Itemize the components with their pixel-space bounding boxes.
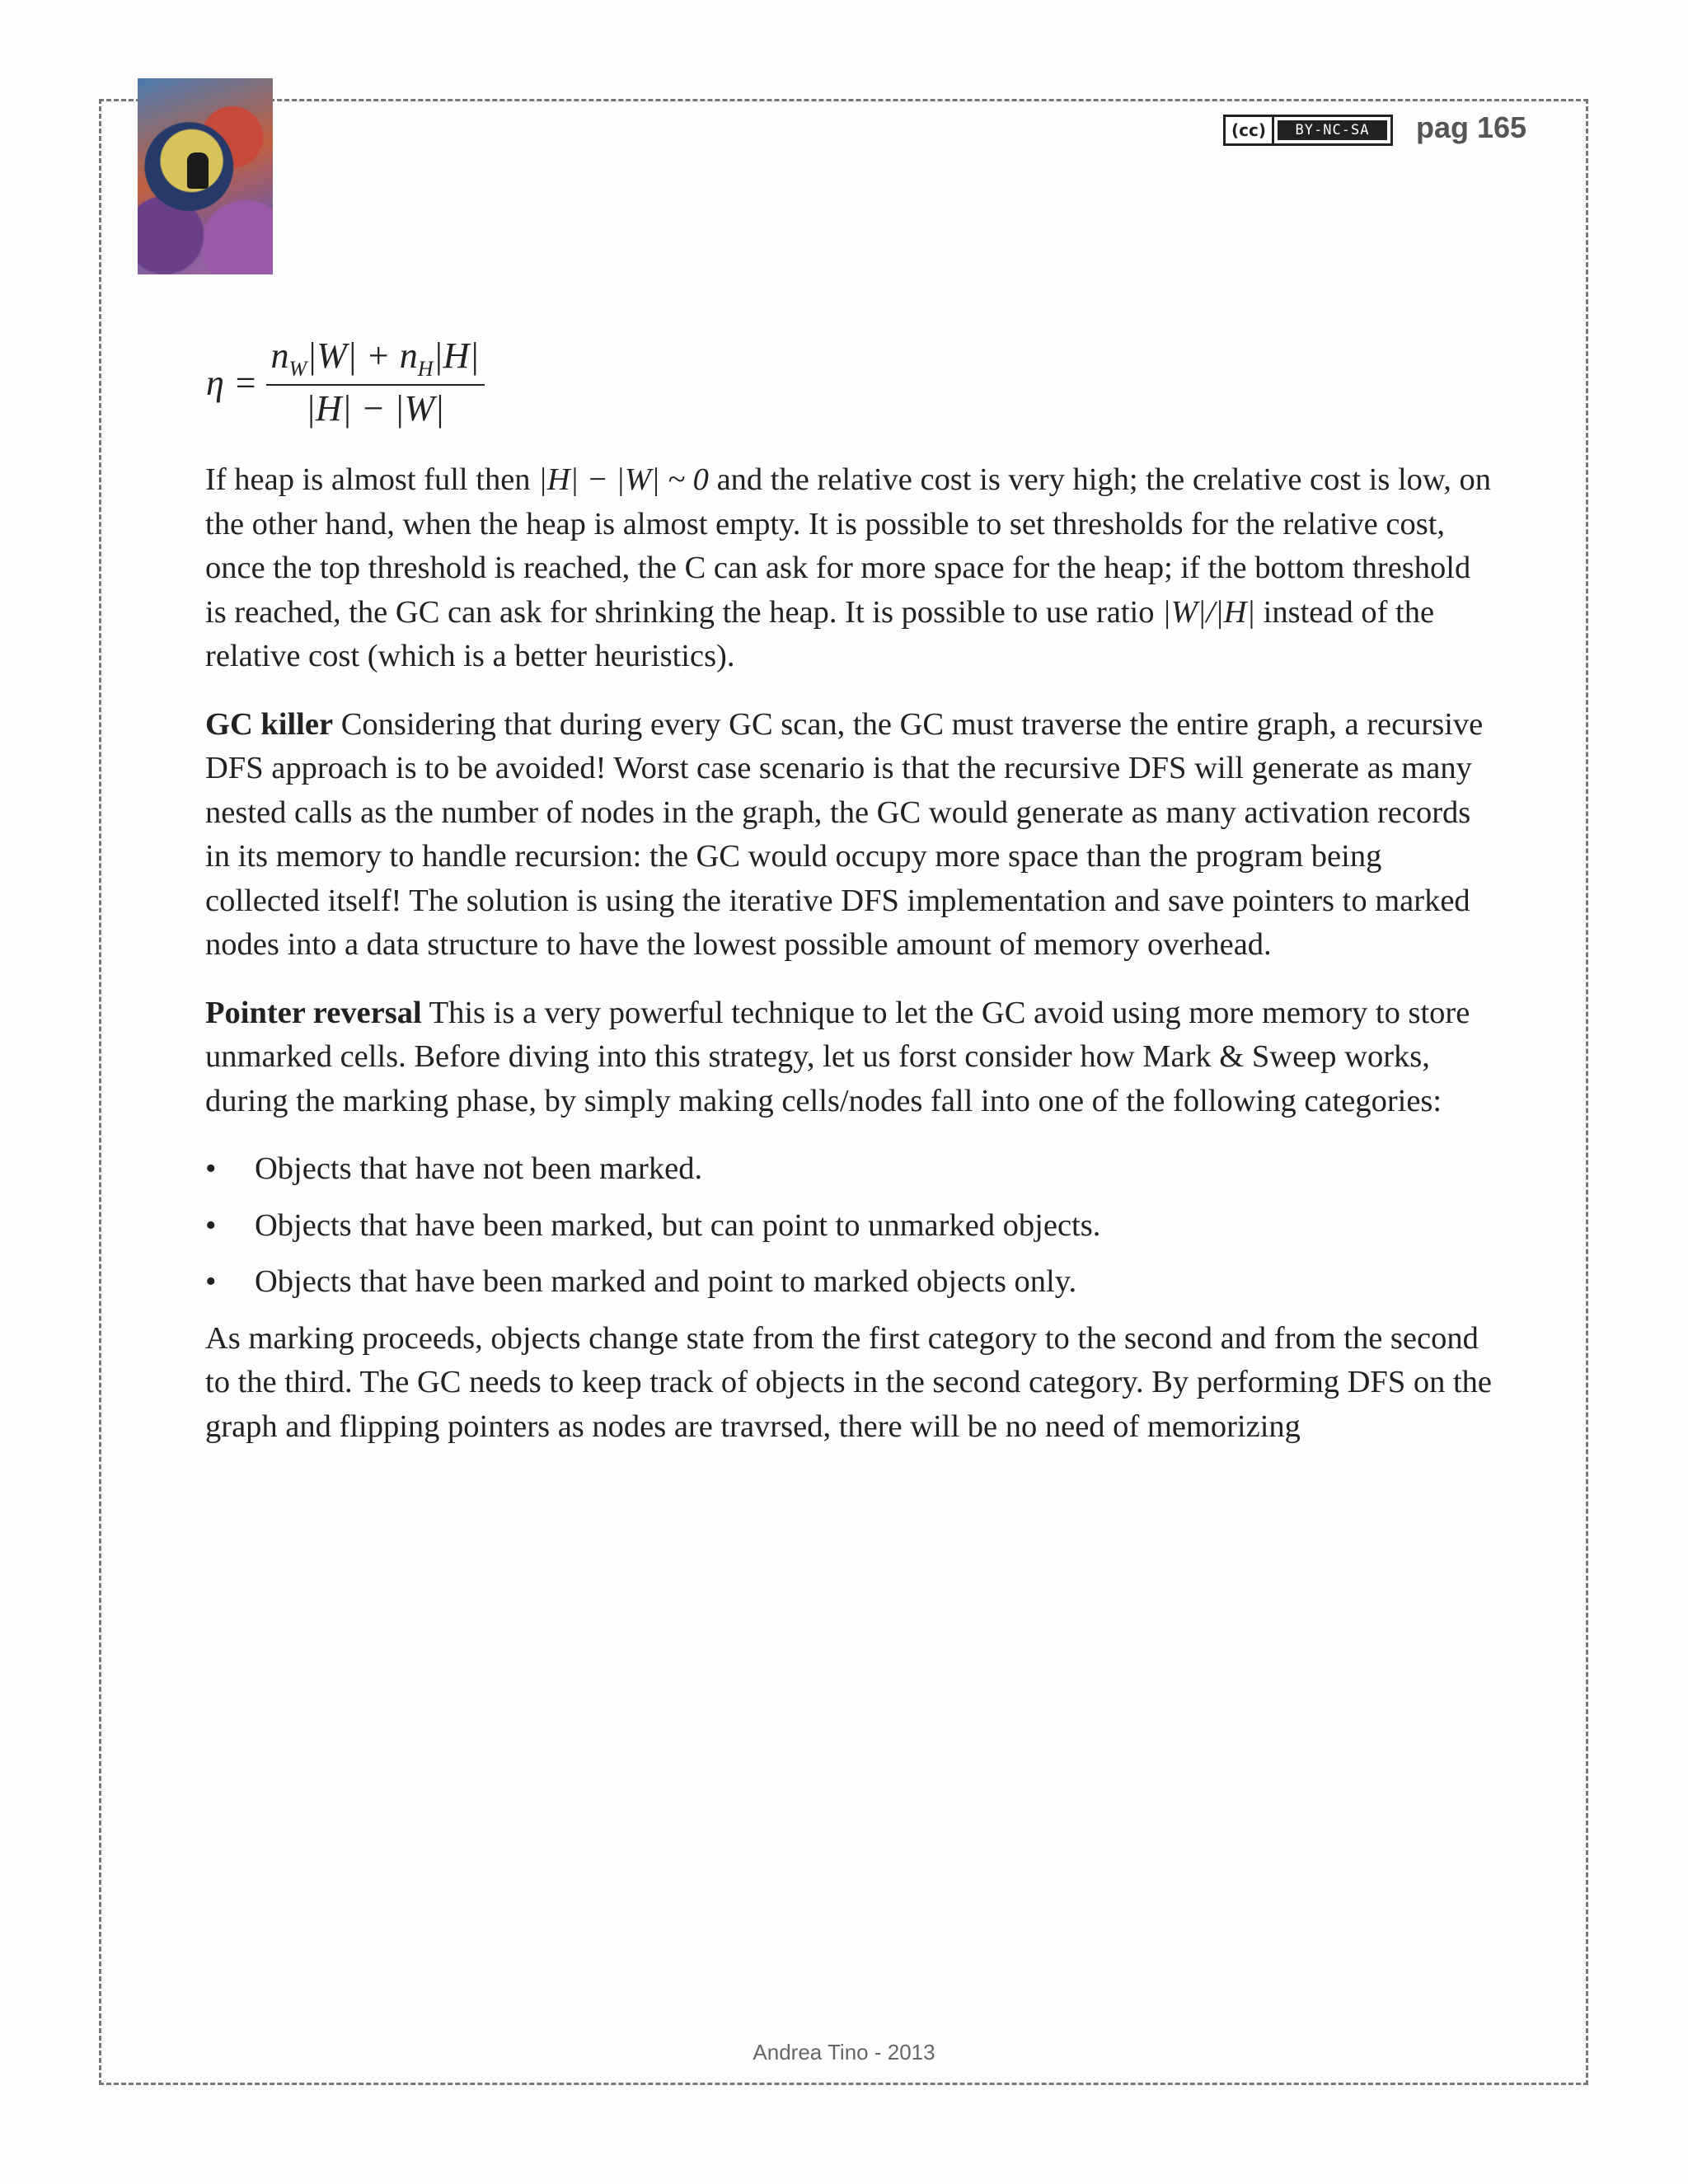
list-item: • Objects that have not been marked. <box>205 1147 1499 1192</box>
list-item: • Objects that have been marked and point to marked objects only. <box>205 1260 1499 1305</box>
category-list <box>205 1147 1499 1305</box>
formula-denominator: |H| − |W| <box>305 388 445 429</box>
formula-lhs: η = <box>206 362 258 403</box>
paragraph-gc-killer: GC killer Considering that during every GC scan, the GC must traverse the entire graph, a recursive DFS approach is to be avoided! Worst case scenario is that the recursive DFS will generate as many nested calls as the number of nodes in the graph, the GC would generate as many activation records in its memory to handle recursion: the GC would occupy more space than the program being collected itself! The solution is using the iterative DFS implementation and save pointers to marked nodes into a data structure to have the lowest possible amount of memory overhead. <box>205 706 1484 962</box>
thumbnail-figure <box>187 152 209 189</box>
license-terms: BY-NC-SA <box>1278 120 1387 140</box>
list-item: • Objects that have been marked, but can point to unmarked objects. <box>205 1204 1499 1249</box>
formula-numerator: $n_W|W| + n_H|H|$ <box>266 336 485 386</box>
bullet-icon: • <box>205 1264 217 1299</box>
gc-killer-heading: GC killer <box>205 706 334 742</box>
cover-thumbnail-image <box>138 78 273 274</box>
cc-icon: (cc) <box>1226 117 1274 143</box>
efficiency-formula <box>206 336 485 429</box>
paragraph-heap-cost: If heap is almost full then |H| − |W| ~ 0 and the relative cost is very high; the crelative cost is low, on the other hand, when the heap is almost empty. It is possible to set thresholds for the relative cost, once the top threshold is reached, the C can ask for more space for the heap; if the bottom threshold is reached, the GC can ask for shrinking the heap. It is possible to use ratio |W|/|H| instead of the relative cost (which is a better heuristics). <box>205 462 1491 673</box>
page-number: pag 165 <box>1416 110 1527 144</box>
pointer-reversal-heading: Pointer reversal <box>205 995 422 1030</box>
formula-fraction <box>266 336 485 429</box>
bullet-icon: • <box>205 1207 217 1243</box>
paragraph-pointer-reversal: Pointer reversal This is a very powerful technique to let the GC avoid using more memory to store unmarked cells. Before diving into this strategy, let us forst consider how Mark & Sweep works, during the marking phase, by simply making cells/nodes fall into one of the following categories: <box>205 995 1470 1118</box>
bullet-icon: • <box>205 1151 217 1186</box>
cc-license-badge <box>1223 115 1393 146</box>
body-text <box>205 458 1499 1473</box>
page-footer: Andrea Tino - 2013 <box>753 2040 935 2064</box>
paragraph-marking: As marking proceeds, objects change state from the first category to the second and from the second to the third. The GC needs to keep track of objects in the second category. By performing DFS on the graph and flipping pointers as nodes are travrsed, there will be no need of memorizing <box>205 1320 1493 1444</box>
